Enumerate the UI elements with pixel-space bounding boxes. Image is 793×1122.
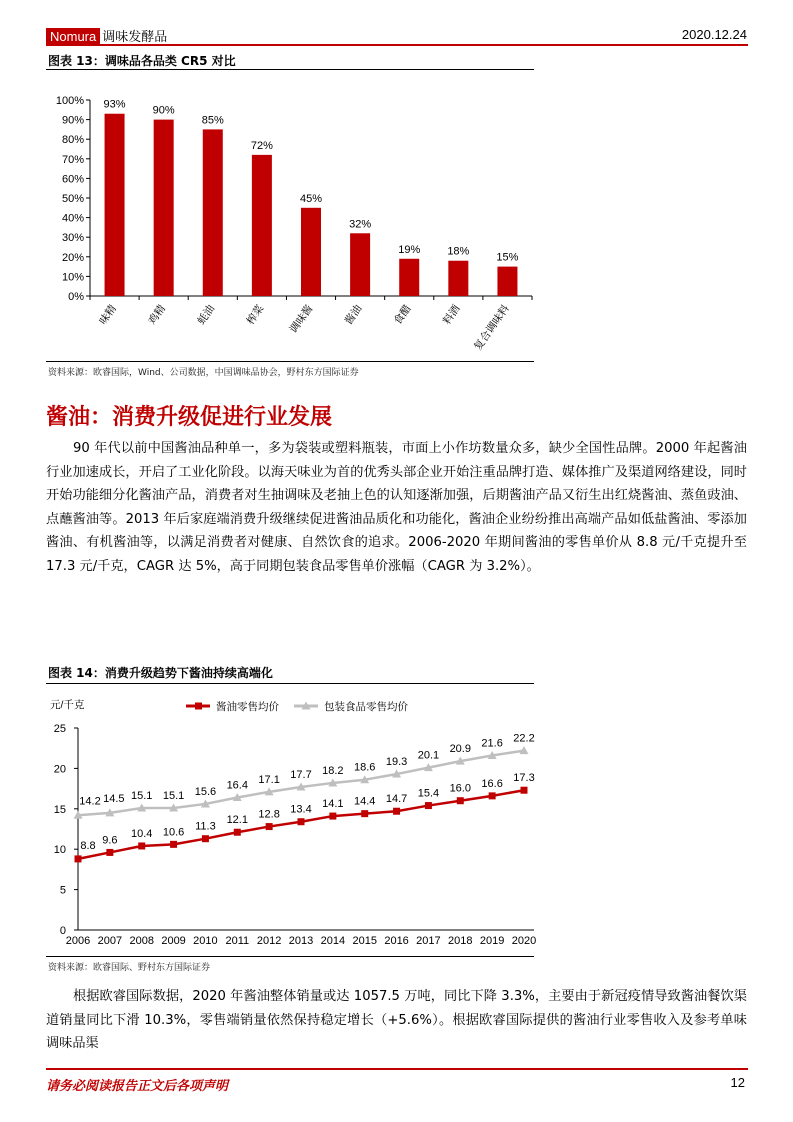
x-tick-label: 2009 [161, 935, 186, 947]
data-label: 13.4 [290, 803, 312, 816]
bar [350, 233, 370, 296]
data-label: 17.7 [290, 768, 312, 781]
y-tick-label: 25 [53, 723, 66, 735]
y-axis-title: 元/千克 [50, 699, 85, 711]
y-tick-label: 0 [59, 925, 66, 937]
y-tick-label: 70% [61, 153, 84, 166]
category-label: 食醋 [391, 302, 414, 327]
data-label: 8.8 [80, 839, 96, 852]
y-tick-label: 20 [53, 763, 66, 776]
section-title: 酱油：消费升级促进行业发展 [46, 405, 333, 430]
fig14-chart [46, 688, 536, 956]
data-point [106, 849, 113, 856]
data-point [425, 802, 432, 809]
legend-marker [195, 703, 202, 710]
x-tick-label: 2020 [511, 935, 536, 947]
data-label: 15.6 [194, 785, 217, 798]
category-label: 榨菜 [244, 302, 267, 327]
fig14-bottom-rule [46, 956, 534, 957]
legend-label: 包装食品零售均价 [324, 701, 408, 713]
bar [399, 259, 419, 296]
data-label: 11.3 [195, 820, 216, 833]
bar [497, 267, 517, 296]
bar-value-label: 45% [299, 192, 323, 205]
data-label: 14.5 [103, 792, 125, 805]
fig13-source: 资料来源：欧睿国际，Wind、公司数据，中国调味品协会，野村东方国际证券 [48, 368, 359, 378]
paragraph-text: 根据欧睿国际数据，2020 年酱油整体销量或达 1057.5 万吨，同比下降 3.3%，主要由于新冠疫情导致酱油餐饮渠道销量同比下滑 10.3%，零售端销量依然保持稳定增长（+5.6%）。根据欧睿国际提供的酱油行业零售收入及参考单味调味品渠 [46, 989, 747, 1051]
brand-logo: Nomura [46, 28, 100, 45]
data-label: 14.1 [322, 798, 344, 811]
data-label: 15.1 [131, 789, 153, 802]
x-tick-label: 2015 [352, 935, 377, 947]
category-label: 料酒 [440, 302, 463, 327]
data-label: 18.2 [322, 764, 344, 777]
footer-disclaimer: 请务必阅读报告正文后各项声明 [46, 1079, 229, 1094]
body-paragraph-1 [46, 437, 747, 578]
data-point [489, 792, 496, 799]
x-tick-label: 2008 [129, 935, 154, 947]
data-label: 12.8 [258, 808, 280, 821]
category-label: 蚝油 [195, 302, 218, 327]
bar [154, 120, 174, 296]
x-tick-label: 2017 [416, 935, 441, 947]
data-point [361, 810, 368, 817]
x-tick-label: 2013 [288, 935, 314, 947]
fig13-bottom-rule [46, 361, 534, 362]
data-label: 17.3 [513, 772, 535, 785]
bar-value-label: 93% [103, 98, 126, 111]
fig14-title: 图表 14：消费升级趋势下酱油持续高端化 [48, 666, 273, 680]
bar-value-label: 18% [447, 245, 470, 258]
bar-value-label: 72% [250, 139, 273, 152]
legend-label: 酱油零售均价 [216, 701, 279, 713]
bar [252, 155, 272, 296]
data-label: 14.2 [79, 795, 101, 808]
bar [448, 261, 468, 296]
data-label: 16.4 [226, 779, 248, 792]
bar [203, 129, 223, 296]
page-number: 12 [730, 1075, 745, 1090]
x-tick-label: 2012 [256, 935, 282, 947]
category-label: 鸡精 [146, 302, 169, 327]
y-tick-label: 40% [61, 212, 84, 225]
data-point [393, 808, 400, 815]
x-tick-label: 2011 [225, 935, 250, 947]
data-label: 19.3 [385, 756, 408, 769]
y-tick-label: 5 [59, 884, 66, 897]
bar-value-label: 85% [201, 114, 224, 127]
category-label: 酱油 [342, 302, 365, 327]
data-label: 16.6 [481, 777, 503, 790]
data-label: 20.9 [449, 743, 471, 756]
data-label: 20.1 [417, 749, 440, 762]
y-tick-label: 50% [61, 193, 84, 205]
data-label: 10.6 [162, 826, 185, 839]
y-tick-label: 0% [68, 291, 84, 303]
paragraph-text: 90 年代以前中国酱油品种单一，多为袋装或塑料瓶装，市面上小作坊数量众多，缺少全国性品牌。2000 年起酱油行业加速成长，开启了工业化阶段。以海天味业为首的优秀头部企业开始注重品牌打造、媒体推广及渠道网络建设，同时开始功能细分化酱油产品，消费者对生抽调味及老抽上色的认知逐渐加强，后期酱油产品又衍生出红烧酱油、蒸鱼豉油、点蘸酱油等。2013 年后家庭端消费升级继续促进酱油品质化和功能化，酱油企业纷纷推出高端产品如低盐酱油、零添加酱油、有机酱油等，以满足消费者对健康、自然饮食的追求。2006-2020 年期间酱油的零售单价从 8.8 元/千克提升至 17.3 元/千克，CAGR 达 5%，高于同期包装食品零售单价涨幅（CAGR 为 3.2%）。 [46, 441, 747, 574]
bar [301, 208, 321, 296]
bar-value-label: 15% [496, 251, 519, 264]
data-label: 18.6 [354, 761, 376, 774]
header-rule [46, 44, 748, 46]
y-tick-label: 80% [61, 134, 84, 147]
x-tick-label: 2010 [193, 935, 218, 947]
data-point [521, 787, 528, 794]
y-tick-label: 90% [61, 114, 84, 127]
x-tick-label: 2014 [320, 935, 346, 947]
data-point [202, 835, 209, 842]
data-label: 22.2 [513, 732, 535, 745]
data-label: 15.1 [162, 789, 185, 802]
category-label: 味精 [97, 302, 120, 327]
data-label: 10.4 [131, 827, 153, 840]
data-label: 15.4 [417, 787, 440, 800]
data-label: 12.1 [226, 814, 248, 827]
bar [105, 114, 125, 296]
data-label: 9.6 [102, 834, 118, 847]
fig14-source: 资料来源：欧睿国际、野村东方国际证券 [48, 963, 211, 973]
data-point [329, 813, 336, 820]
report-date: 2020.12.24 [681, 27, 747, 42]
report-section: 调味发酵品 [102, 29, 168, 44]
body-paragraph-2 [46, 985, 747, 1056]
fig13-top-rule [46, 69, 534, 70]
footer-rule [46, 1068, 748, 1070]
data-label: 16.0 [449, 782, 471, 795]
bar-value-label: 32% [349, 218, 372, 231]
x-tick-label: 2007 [97, 935, 123, 947]
fig14-top-rule [46, 683, 534, 684]
bar-value-label: 90% [152, 104, 175, 117]
fig13-chart [46, 72, 536, 362]
data-point [266, 823, 273, 830]
data-label: 17.1 [258, 773, 280, 786]
data-label: 14.4 [354, 795, 376, 808]
y-tick-label: 20% [61, 251, 84, 264]
y-tick-label: 10 [53, 844, 66, 857]
bar-value-label: 19% [398, 243, 421, 256]
category-label: 复合调味料 [471, 302, 512, 353]
y-tick-label: 30% [61, 232, 84, 245]
report-header-brand [46, 26, 167, 45]
x-tick-label: 2019 [479, 935, 505, 947]
y-tick-label: 60% [61, 173, 84, 186]
data-label: 21.6 [481, 737, 503, 750]
data-point [75, 855, 82, 862]
data-point [298, 818, 305, 825]
category-label: 调味酱 [287, 302, 316, 336]
data-point [138, 842, 145, 849]
x-tick-label: 2006 [65, 935, 91, 947]
data-label: 14.7 [385, 793, 408, 806]
x-tick-label: 2016 [384, 935, 409, 947]
y-tick-label: 10% [61, 271, 84, 284]
data-point [234, 829, 241, 836]
data-point [170, 841, 177, 848]
x-tick-label: 2018 [448, 935, 473, 947]
y-tick-label: 15 [53, 803, 66, 816]
data-point [457, 797, 464, 804]
y-tick-label: 100% [55, 95, 84, 107]
fig13-title: 图表 13：调味品各品类 CR5 对比 [48, 54, 236, 68]
